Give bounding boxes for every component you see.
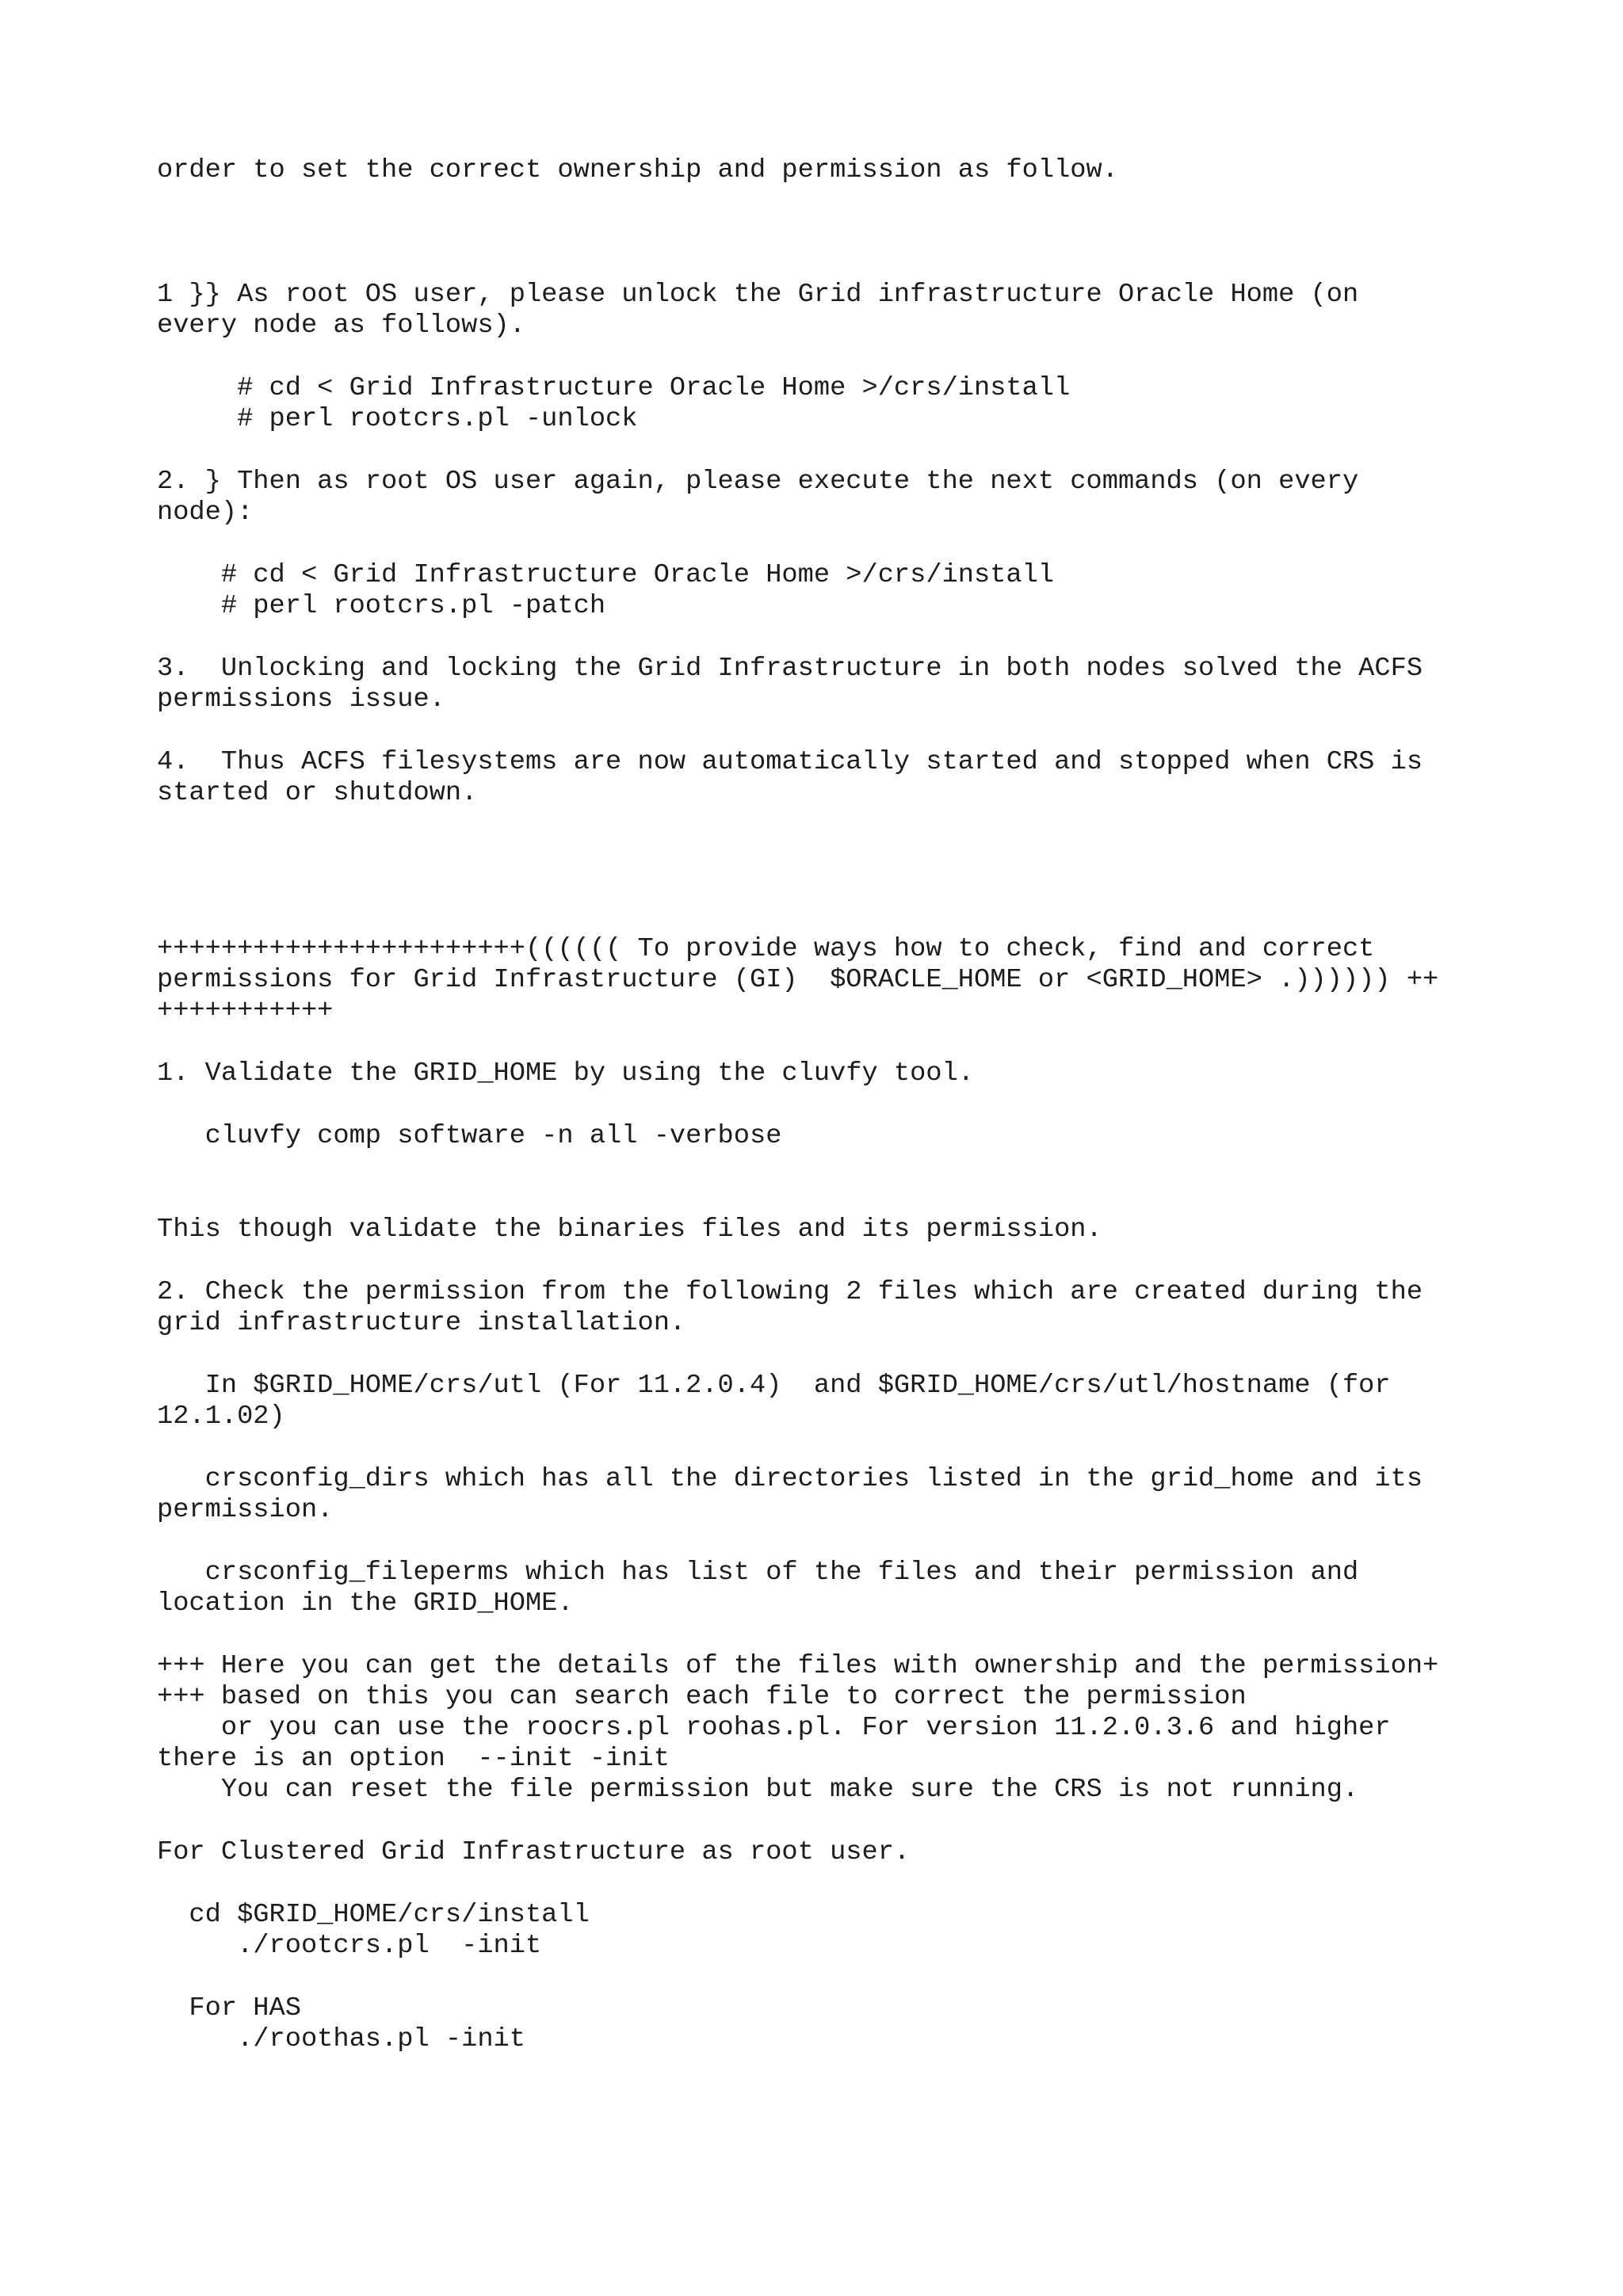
text-line: +++ Here you can get the details of the files with ownership and the permission+ — [157, 1651, 1439, 1681]
text-line: permissions issue. — [157, 685, 445, 715]
code-line: # perl rootcrs.pl -unlock — [157, 404, 638, 434]
text-line: every node as follows). — [157, 311, 525, 341]
text-line: 2. } Then as root OS user again, please execute the next commands (on every — [157, 467, 1359, 497]
text-line: 1 }} As root OS user, please unlock the Grid infrastructure Oracle Home (on — [157, 280, 1359, 310]
text-line: 4. Thus ACFS filesystems are now automatically started and stopped when CRS is — [157, 747, 1423, 777]
text-line: You can reset the file permission but make sure the CRS is not running. — [157, 1775, 1359, 1805]
text-line: 2. Check the permission from the following 2 files which are created during the — [157, 1277, 1423, 1307]
text-line: +++ based on this you can search each file to correct the permission — [157, 1682, 1247, 1712]
text-line: or you can use the roocrs.pl roohas.pl. For version 11.2.0.3.6 and higher — [157, 1713, 1391, 1743]
text-line: 12.1.02) — [157, 1402, 285, 1432]
section-heading: +++++++++++++++++++++++(((((( To provide ways how to check, find and correct — [157, 934, 1375, 964]
section-heading: permissions for Grid Infrastructure (GI) $ORACLE_HOME or <GRID_HOME> .)))))) ++ — [157, 965, 1439, 995]
text-line: permission. — [157, 1495, 334, 1525]
text-line: grid infrastructure installation. — [157, 1308, 686, 1338]
text-line: For Clustered Grid Infrastructure as root user. — [157, 1837, 911, 1867]
text-line: crsconfig_fileperms which has list of the files and their permission and — [157, 1558, 1359, 1588]
text-line: crsconfig_dirs which has all the directories listed in the grid_home and its — [157, 1464, 1423, 1494]
text-line: there is an option --init -init — [157, 1744, 670, 1774]
text-line: order to set the correct ownership and permission as follow. — [157, 155, 1118, 185]
section-heading: +++++++++++ — [157, 996, 334, 1026]
text-line: location in the GRID_HOME. — [157, 1589, 574, 1619]
code-line: # cd < Grid Infrastructure Oracle Home >/crs/install — [157, 373, 1071, 403]
code-line: # cd < Grid Infrastructure Oracle Home >/crs/install — [157, 560, 1055, 590]
code-line: # perl rootcrs.pl -patch — [157, 591, 606, 621]
code-line: ./rootcrs.pl -init — [157, 1931, 542, 1961]
text-line: 3. Unlocking and locking the Grid Infrastructure in both nodes solved the ACFS — [157, 654, 1423, 684]
text-line: In $GRID_HOME/crs/utl (For 11.2.0.4) and $GRID_HOME/crs/utl/hostname (for — [157, 1371, 1391, 1401]
code-line: ./roothas.pl -init — [157, 2024, 525, 2054]
text-line: This though validate the binaries files and its permission. — [157, 1215, 1102, 1245]
text-line: node): — [157, 498, 254, 528]
code-line: cluvfy comp software -n all -verbose — [157, 1121, 782, 1151]
text-line: started or shutdown. — [157, 778, 478, 808]
code-line: For HAS — [157, 1993, 301, 2023]
code-line: cd $GRID_HOME/crs/install — [157, 1900, 590, 1930]
text-line: 1. Validate the GRID_HOME by using the cluvfy tool. — [157, 1058, 975, 1089]
